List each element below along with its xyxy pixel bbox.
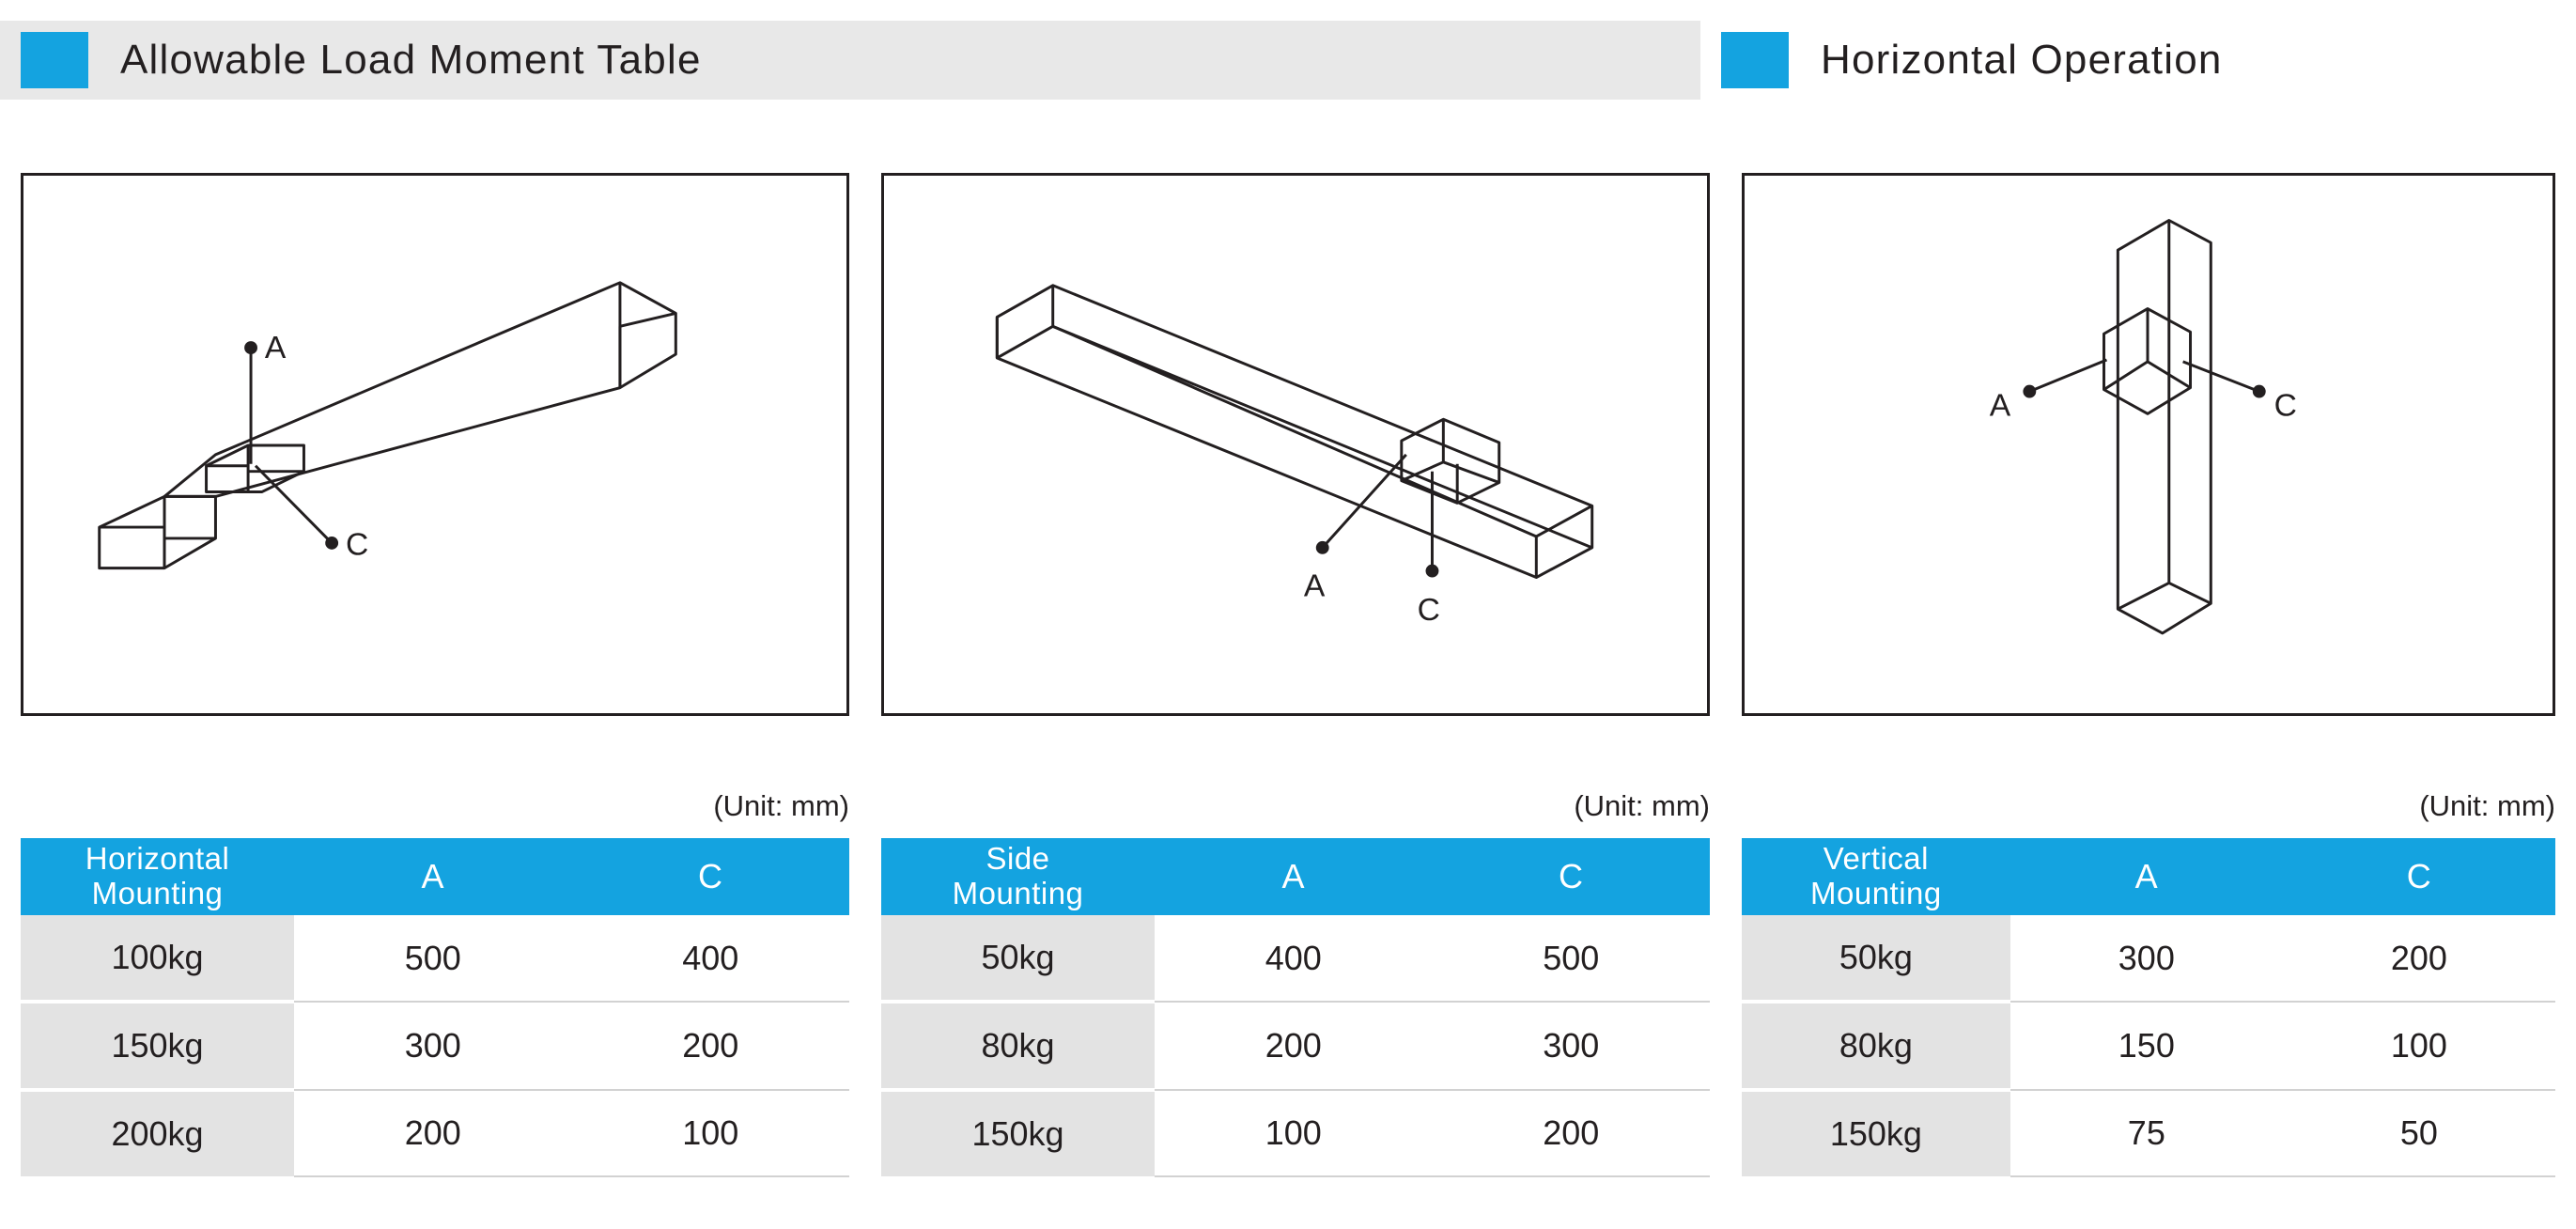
header-row	[0, 21, 2576, 100]
accent-swatch-icon	[21, 32, 88, 88]
row-value-c: 500	[1433, 915, 1710, 1002]
row-value-c: 100	[572, 1090, 849, 1176]
row-value-c: 200	[572, 1002, 849, 1090]
table-side-mounting	[881, 838, 1710, 1177]
row-value-c: 200	[2283, 915, 2555, 1002]
row-label: 150kg	[21, 1002, 294, 1090]
row-label: 150kg	[881, 1090, 1155, 1176]
row-value-c: 400	[572, 915, 849, 1002]
figure-horizontal-mounting	[21, 173, 849, 716]
row-value-a: 200	[294, 1090, 571, 1176]
table-header-c: C	[2283, 838, 2555, 915]
table-header-mounting: Horizontal Mounting	[21, 838, 294, 915]
unit-note-side: (Unit: mm)	[1574, 789, 1710, 822]
table-row	[1742, 915, 2555, 1002]
unit-note-vertical: (Unit: mm)	[2419, 789, 2555, 822]
table-header-row	[1742, 838, 2555, 915]
header-horizontal-operation	[1700, 21, 2576, 100]
table-header-mounting: Side Mounting	[881, 838, 1155, 915]
page-title-left: Allowable Load Moment Table	[120, 37, 702, 83]
table-header-c: C	[572, 838, 849, 915]
page-title-right: Horizontal Operation	[1821, 37, 2223, 83]
table-row	[21, 1002, 849, 1090]
table-row	[881, 915, 1710, 1002]
row-value-a: 200	[1155, 1002, 1432, 1090]
table-header-a: A	[2010, 838, 2283, 915]
table-horizontal-mounting	[21, 838, 849, 1177]
figure-label-a: A	[264, 330, 287, 366]
table-row	[881, 1002, 1710, 1090]
table-header-mounting: Vertical Mounting	[1742, 838, 2010, 915]
row-label: 80kg	[881, 1002, 1155, 1090]
table-row	[1742, 1002, 2555, 1090]
table-row	[21, 1090, 849, 1176]
table-row	[1742, 1090, 2555, 1176]
figure-side-mounting	[881, 173, 1710, 716]
table-header-row	[881, 838, 1710, 915]
row-value-a: 400	[1155, 915, 1432, 1002]
row-value-a: 300	[2010, 915, 2283, 1002]
table-header-a: A	[294, 838, 571, 915]
row-label: 100kg	[21, 915, 294, 1002]
row-value-a: 500	[294, 915, 571, 1002]
row-value-a: 75	[2010, 1090, 2283, 1176]
table-row	[881, 1090, 1710, 1176]
row-label: 150kg	[1742, 1090, 2010, 1176]
row-value-a: 300	[294, 1002, 571, 1090]
table-row	[21, 915, 849, 1002]
row-label: 50kg	[881, 915, 1155, 1002]
figure-vertical-mounting	[1742, 173, 2555, 716]
figure-label-c: C	[345, 527, 369, 563]
row-value-c: 300	[1433, 1002, 1710, 1090]
table-header-a: A	[1155, 838, 1432, 915]
row-label: 200kg	[21, 1090, 294, 1176]
figure-label-c: C	[2273, 388, 2297, 424]
unit-note-horizontal: (Unit: mm)	[713, 789, 849, 822]
row-label: 50kg	[1742, 915, 2010, 1002]
header-allowable-load-moment-table	[0, 21, 1700, 100]
row-value-c: 50	[2283, 1090, 2555, 1176]
row-value-c: 100	[2283, 1002, 2555, 1090]
row-value-a: 150	[2010, 1002, 2283, 1090]
table-header-row	[21, 838, 849, 915]
table-vertical-mounting	[1742, 838, 2555, 1177]
table-header-c: C	[1433, 838, 1710, 915]
figure-label-a: A	[1989, 388, 2011, 424]
figure-label-c: C	[1417, 593, 1440, 629]
figure-label-a: A	[1303, 568, 1326, 604]
row-label: 80kg	[1742, 1002, 2010, 1090]
row-value-c: 200	[1433, 1090, 1710, 1176]
accent-swatch-icon	[1721, 32, 1789, 88]
figure-row	[0, 173, 2576, 727]
row-value-a: 100	[1155, 1090, 1432, 1176]
